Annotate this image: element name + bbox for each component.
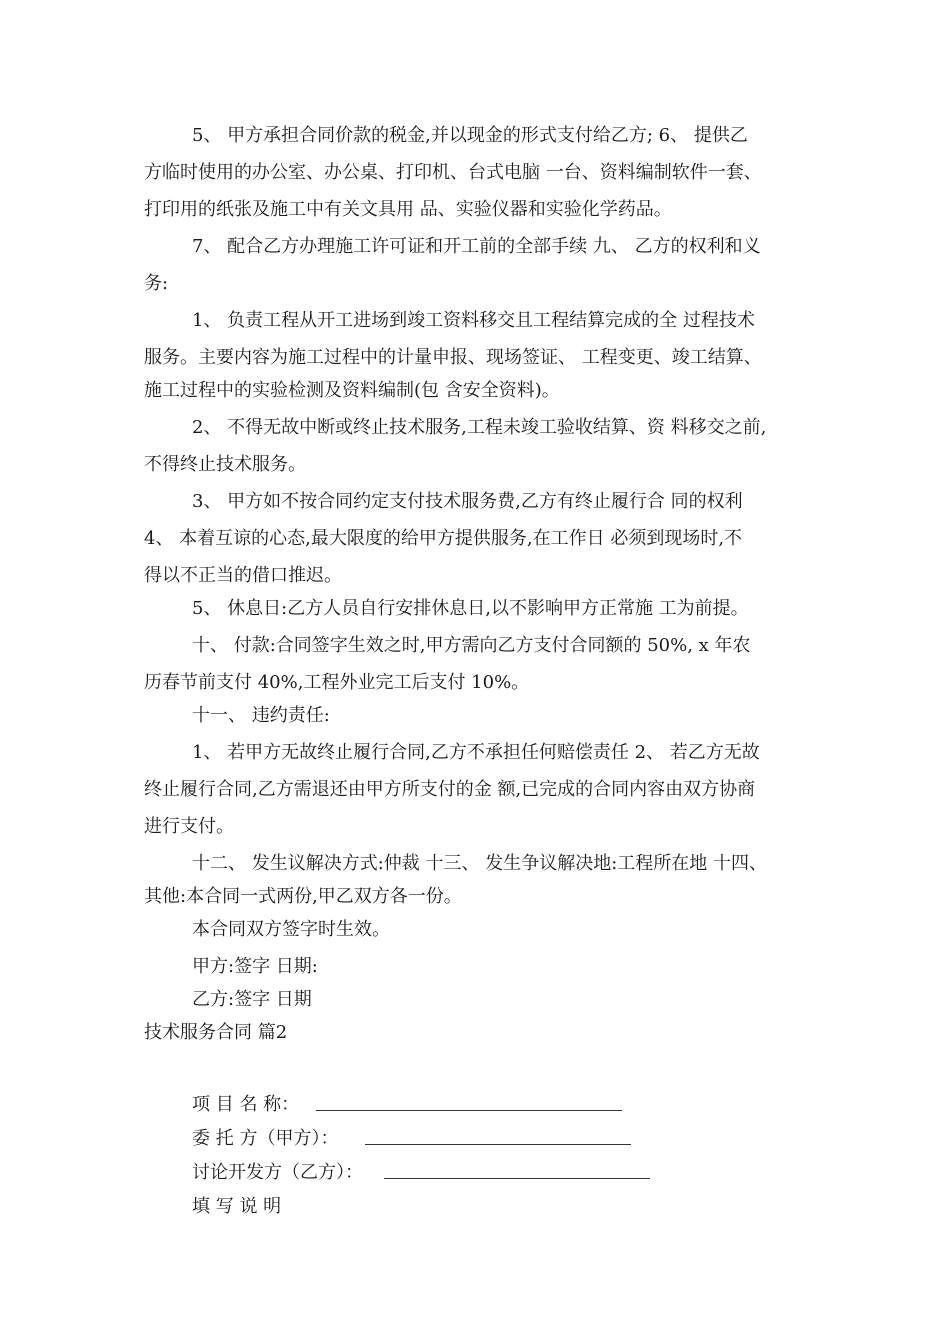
text-line: 务:	[144, 273, 169, 294]
text-line: 历春节前支付 40%,工程外业完工后支付 10%。	[144, 672, 530, 693]
text-line: 十二、 发生议解决方式:仲裁 十三、 发生争议解决地:工程所在地 十四、	[192, 853, 768, 874]
text-line: 5、 甲方承担合同价款的税金,并以现金的形式支付给乙方; 6、 提供乙	[192, 125, 748, 146]
instructions-heading: 填 写 说 明	[192, 1196, 282, 1217]
text-line: 5、 休息日:乙方人员自行安排休息日,以不影响甲方正常施 工为前提。	[192, 598, 749, 619]
client-field[interactable]	[365, 1144, 631, 1145]
text-line: 1、 若甲方无故终止履行合同,乙方不承担任何赔偿责任 2、 若乙方无故	[192, 742, 760, 763]
text-line: 施工过程中的实验检测及资料编制(包 含安全资料)。	[144, 380, 560, 401]
text-line: 服务。主要内容为施工过程中的计量申报、现场签证、 工程变更、竣工结算、	[144, 347, 762, 368]
text-line: 不得终止技术服务。	[144, 454, 306, 475]
text-line: 终止履行合同,乙方需退还由甲方所支付的金 额,已完成的合同内容由双方协商	[144, 779, 756, 800]
text-line: 十一、 违约责任:	[192, 705, 330, 726]
text-line: 本合同双方签字时生效。	[192, 919, 390, 940]
text-line: 十、 付款:合同签字生效之时,甲方需向乙方支付合同额的 50%, x 年农	[192, 635, 751, 656]
text-line: 2、 不得无故中断或终止技术服务,工程未竣工验收结算、资 料移交之前,	[192, 417, 767, 438]
developer-field[interactable]	[384, 1178, 650, 1179]
client-label: 委 托 方（甲方）：	[192, 1128, 339, 1149]
text-line: 其他:本合同一式两份,甲乙双方各一份。	[144, 886, 462, 907]
text-line: 1、 负责工程从开工进场到竣工资料移交且工程结算完成的全 过程技术	[192, 310, 755, 331]
developer-label: 讨论开发方（乙方）：	[192, 1162, 363, 1183]
text-line: 方临时使用的办公室、办公桌、打印机、台式电脑 一台、资料编制软件一套、	[144, 162, 762, 183]
section-heading: 技术服务合同 篇2	[144, 1022, 288, 1043]
text-line: 得以不正当的借口推迟。	[144, 565, 342, 586]
text-line: 乙方:签字 日期	[192, 989, 312, 1010]
text-line: 进行支付。	[144, 816, 234, 837]
project-name-field[interactable]	[316, 1110, 622, 1111]
text-line: 打印用的纸张及施工中有关文具用 品、实验仪器和实验化学药品。	[144, 199, 672, 220]
text-line: 4、 本着互谅的心态,最大限度的给甲方提供服务,在工作日 必须到现场时,不	[144, 528, 743, 549]
text-line: 甲方:签字 日期:	[192, 956, 318, 977]
project-name-label: 项 目 名 称：	[192, 1094, 300, 1115]
text-line: 3、 甲方如不按合同约定支付技术服务费,乙方有终止履行合 同的权利	[192, 491, 743, 512]
text-line: 7、 配合乙方办理施工许可证和开工前的全部手续 九、 乙方的权利和义	[192, 236, 761, 257]
